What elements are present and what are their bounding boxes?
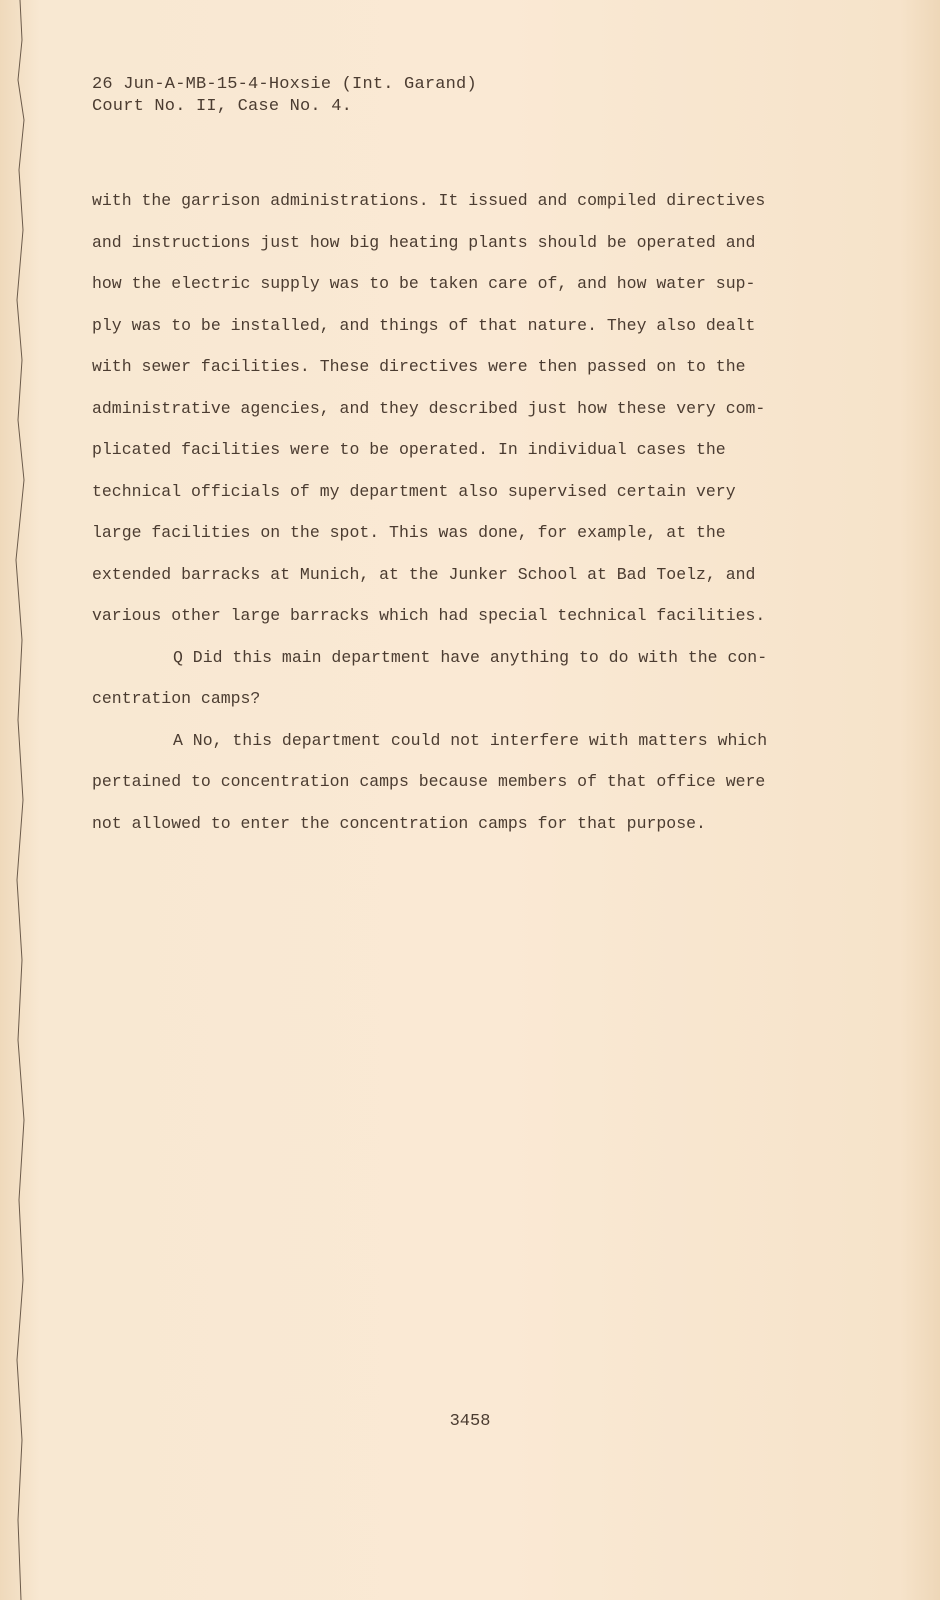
text-line: ply was to be installed, and things of that nature. They also dealt bbox=[92, 315, 756, 335]
text-line: various other large barracks which had special technical facilities. bbox=[92, 606, 766, 625]
answer-line: A No, this department could not interfere with matters which bbox=[173, 730, 768, 750]
text-line: extended barracks at Munich, at the Junker School at Bad Toelz, and bbox=[92, 564, 756, 584]
document-header bbox=[92, 74, 477, 118]
torn-left-edge bbox=[0, 0, 26, 1600]
text-line: administrative agencies, and they described just how these very com- bbox=[92, 398, 766, 418]
text-line: and instructions just how big heating plants should be operated and bbox=[92, 232, 756, 252]
text-line: technical officials of my department also supervised certain very bbox=[92, 481, 736, 501]
text-line: centration camps? bbox=[92, 689, 261, 708]
text-line: with the garrison administrations. It issued and compiled directives bbox=[92, 191, 766, 210]
text-line: not allowed to enter the concentration camps for that purpose. bbox=[92, 813, 706, 833]
page-number: 3458 bbox=[449, 1412, 491, 1431]
text-line: plicated facilities were to be operated. In individual cases the bbox=[92, 440, 726, 459]
question-line: Q Did this main department have anything to do with the con- bbox=[173, 647, 768, 667]
header-court-case: Court No. II, Case No. 4. bbox=[92, 97, 353, 116]
header-reference: 26 Jun-A-MB-15-4-Hoxsie (Int. Garand) bbox=[92, 75, 477, 94]
transcript-body bbox=[92, 180, 804, 844]
text-line: how the electric supply was to be taken care of, and how water sup- bbox=[92, 274, 756, 293]
text-line: pertained to concentration camps because members of that office were bbox=[92, 772, 766, 791]
text-line: with sewer facilities. These directives were then passed on to the bbox=[92, 357, 746, 376]
text-line: large facilities on the spot. This was done, for example, at the bbox=[92, 523, 726, 542]
